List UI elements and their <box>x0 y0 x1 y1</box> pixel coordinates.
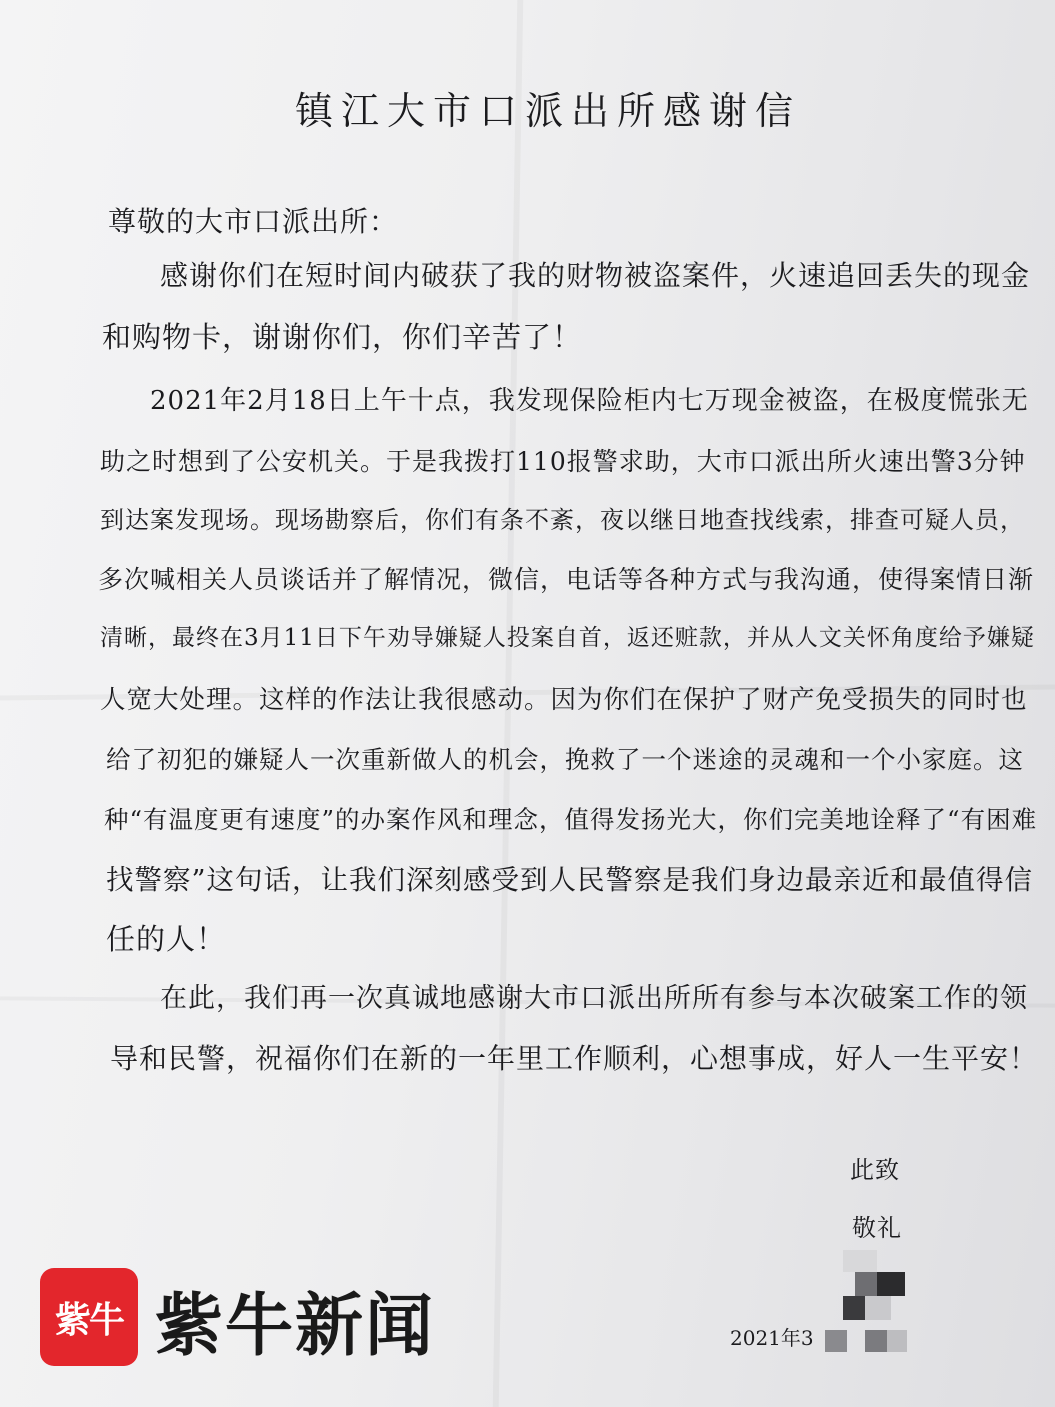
letter-line: 给了初犯的嫌疑人一次重新做人的机会，挽救了一个迷途的灵魂和一个小家庭。这 <box>106 745 1024 774</box>
letter-date-partial: 2021年3 <box>730 1326 814 1350</box>
letter-line: 2021年2月18日上午十点，我发现保险柜内七万现金被盗，在极度慌张无 <box>150 386 1029 416</box>
letter-line: 到达案发现场。现场勘察后，你们有条不紊，夜以继日地查找线索，排查可疑人员， <box>100 506 1025 534</box>
redacted-signature-mosaic <box>825 1250 915 1360</box>
letter-line: 多次喊相关人员谈话并了解情况，微信，电话等各种方式与我沟通，使得案情日渐 <box>98 565 1035 594</box>
letter-closing-cizhi: 此致 <box>850 1156 900 1184</box>
logo-text: 紫牛 <box>54 1299 123 1341</box>
watermark-brand-text: 紫牛新闻 <box>155 1286 436 1366</box>
letter-title: 镇江大市口派出所感谢信 <box>295 89 802 133</box>
letter-line: 在此，我们再一次真诚地感谢大市口派出所所有参与本次破案工作的领 <box>160 983 1028 1014</box>
letter-line: 种“有温度更有速度”的办案作风和理念，值得发扬光大，你们完美地诠释了“有困难 <box>104 805 1038 834</box>
letter-line: 清晰，最终在3月11日下午劝导嫌疑人投案自首，返还赃款，并从人文关怀角度给予嫌疑 <box>100 625 1035 651</box>
letter-line: 感谢你们在短时间内破获了我的财物被盗案件，火速追回丢失的现金 <box>160 259 1031 292</box>
letter-closing-jingli: 敬礼 <box>852 1214 902 1242</box>
letter-line: 人宽大处理。这样的作法让我很感动。因为你们在保护了财产免受损失的同时也 <box>100 685 1028 715</box>
letter-line: 找警察”这句话，让我们深刻感受到人民警察是我们身边最亲近和最值得信 <box>106 864 1034 896</box>
letter-line: 和购物卡，谢谢你们，你们辛苦了！ <box>102 320 583 354</box>
letter-line: 任的人！ <box>106 922 227 956</box>
letter-salutation: 尊敬的大市口派出所： <box>108 205 399 238</box>
letter-line: 助之时想到了公安机关。于是我拨打110报警求助，大市口派出所火速出警3分钟 <box>100 447 1026 476</box>
letter-line: 导和民警，祝福你们在新的一年里工作顺利，心想事成，好人一生平安！ <box>110 1042 1039 1075</box>
zi-niu-logo-icon <box>40 1268 138 1366</box>
